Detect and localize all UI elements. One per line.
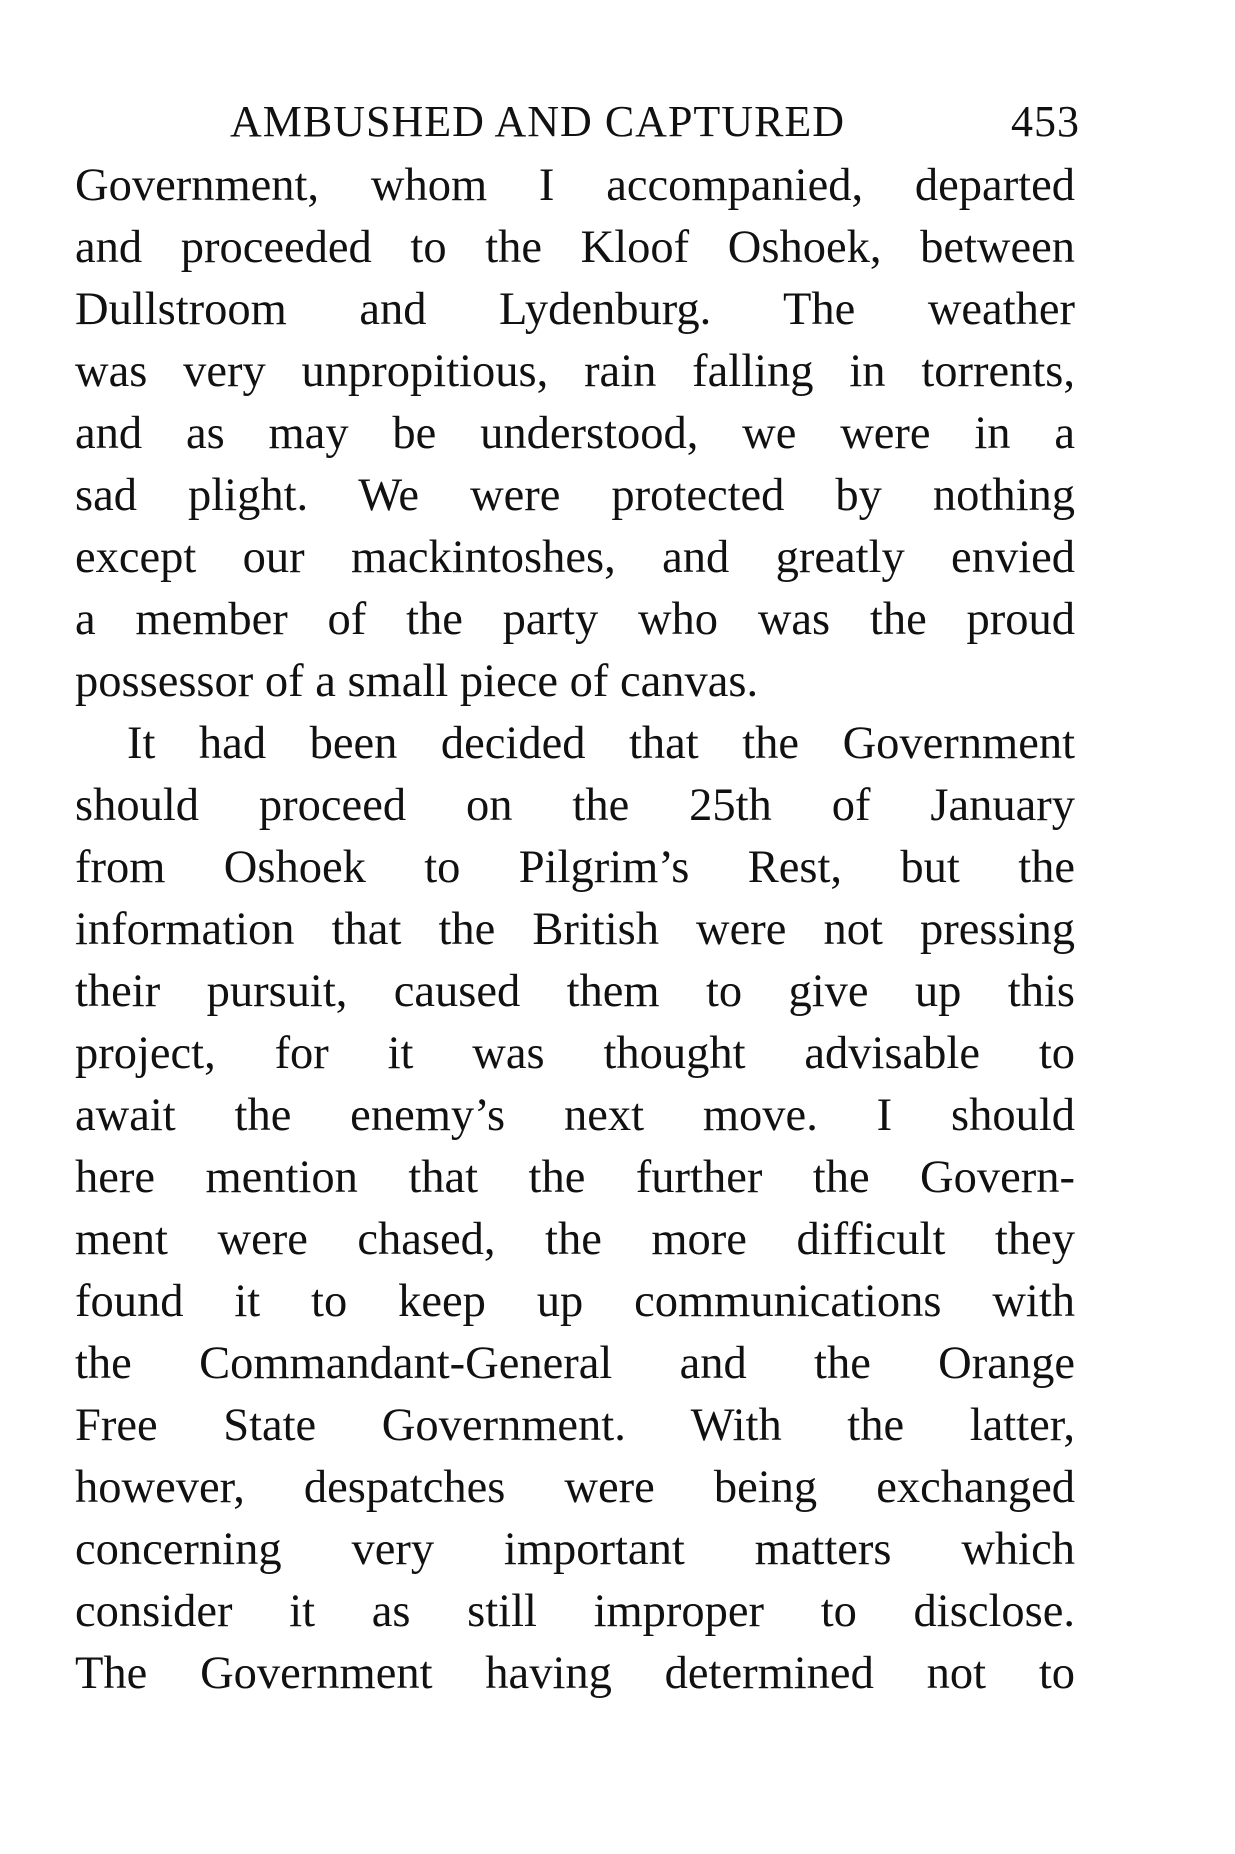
text-line: except our mackintoshes, and greatly envied: [75, 532, 1075, 583]
running-title: AMBUSHED AND CAPTURED: [230, 97, 846, 146]
text-line: however, despatches were being exchanged: [75, 1462, 1075, 1513]
text-line: the Commandant-General and the Orange: [75, 1338, 1075, 1389]
text-line: from Oshoek to Pilgrim’s Rest, but the: [75, 842, 1075, 893]
text-line: their pursuit, caused them to give up this: [75, 966, 1075, 1017]
text-line: Dullstroom and Lydenburg. The weather: [75, 284, 1075, 335]
text-line: found it to keep up communications with: [75, 1276, 1075, 1327]
text-line: Government, whom I accompanied, departed: [75, 160, 1075, 211]
text-line: Free State Government. With the latter,: [75, 1400, 1075, 1451]
text-line: project, for it was thought advisable to: [75, 1028, 1075, 1079]
running-header: [230, 92, 1080, 152]
body-text: [75, 155, 1075, 1705]
text-line: was very unpropitious, rain falling in torrents,: [75, 346, 1075, 397]
text-line: and proceeded to the Kloof Oshoek, between: [75, 222, 1075, 273]
text-line: here mention that the further the Govern-: [75, 1152, 1075, 1203]
text-line: information that the British were not pressing: [75, 904, 1075, 955]
text-line: The Government having determined not to: [75, 1648, 1075, 1699]
text-line: consider it as still improper to disclose.: [75, 1586, 1075, 1637]
text-line: and as may be understood, we were in a: [75, 408, 1075, 459]
page-number: 453: [1011, 97, 1080, 146]
text-line: await the enemy’s next move. I should: [75, 1090, 1075, 1141]
text-line: sad plight. We were protected by nothing: [75, 470, 1075, 521]
text-line: possessor of a small piece of canvas.: [75, 656, 759, 707]
text-line: ment were chased, the more difficult they: [75, 1214, 1075, 1265]
text-line: It had been decided that the Government: [127, 718, 1075, 769]
text-line: should proceed on the 25th of January: [75, 780, 1075, 831]
text-line: a member of the party who was the proud: [75, 594, 1075, 645]
text-line: concerning very important matters which: [75, 1524, 1075, 1575]
